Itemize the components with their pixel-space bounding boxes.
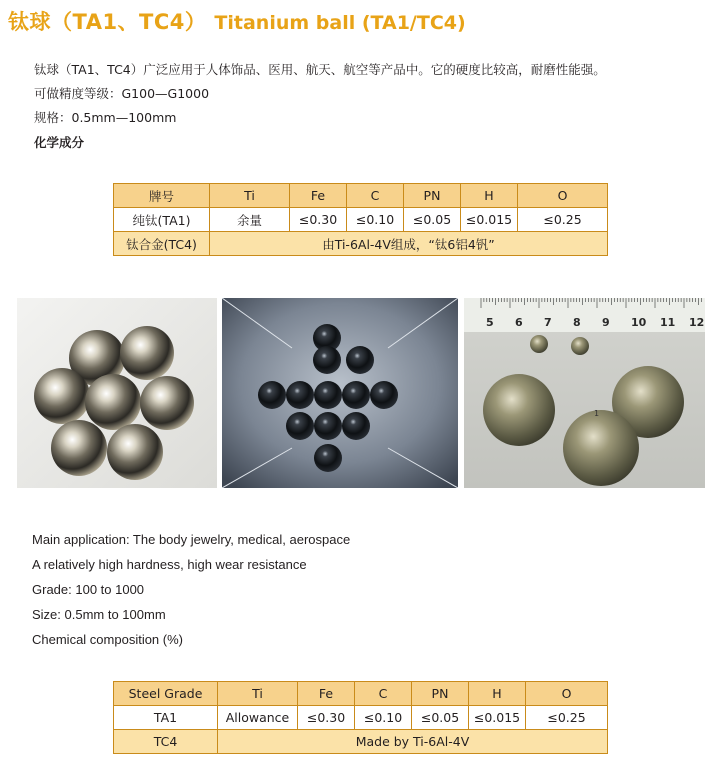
ruler-label: 5	[486, 316, 494, 329]
header-cell: PN	[412, 682, 469, 706]
cn-grade: 可做精度等级：G100—G1000	[34, 86, 210, 101]
table-cell: ≤0.30	[290, 208, 347, 232]
table-row	[114, 232, 608, 256]
header-cell: 牌号	[114, 184, 210, 208]
photo-balls-with-ruler	[464, 298, 705, 488]
table-cell: ≤0.05	[412, 706, 469, 730]
cn-intro: 钛球（TA1、TC4）广泛应用于人体饰品、医用、航天、航空等产品中。它的硬度比较高，耐磨性能强。	[34, 62, 606, 77]
page-title	[8, 6, 466, 36]
header-cell: Fe	[290, 184, 347, 208]
header-cell: H	[469, 682, 526, 706]
table-cell-merged: 由Ti-6Al-4V组成，“钛6铝4钒”	[210, 232, 608, 256]
ball-marker-label: 1	[594, 409, 600, 418]
en-size: Size: 0.5mm to 100mm	[32, 607, 166, 622]
table-cell: ≤0.25	[518, 208, 608, 232]
header-cell: C	[355, 682, 412, 706]
table-row	[114, 706, 608, 730]
table-cell: ≤0.015	[461, 208, 518, 232]
ruler-label: 6	[515, 316, 523, 329]
table-cell: ≤0.25	[526, 706, 608, 730]
en-chem-heading: Chemical composition (%)	[32, 632, 183, 647]
en-composition-table	[113, 681, 608, 754]
table-cell: ≤0.30	[298, 706, 355, 730]
table-header-row	[114, 184, 608, 208]
en-grade: Grade: 100 to 1000	[32, 582, 145, 597]
title-en: Titanium ball (TA1/TC4)	[214, 12, 466, 34]
header-cell: H	[461, 184, 518, 208]
header-cell: Ti	[210, 184, 290, 208]
header-cell: C	[347, 184, 404, 208]
cn-chem-heading: 化学成分	[34, 135, 85, 150]
ruler-label: 11	[660, 316, 676, 329]
table-header-row	[114, 682, 608, 706]
photo-polished-balls	[17, 298, 217, 488]
table-cell: 余量	[210, 208, 290, 232]
header-cell: O	[518, 184, 608, 208]
table-cell-merged: Made by Ti-6Al-4V	[218, 730, 608, 754]
table-row	[114, 730, 608, 754]
table-cell: ≤0.10	[355, 706, 412, 730]
ruler-label: 9	[602, 316, 610, 329]
photo-dark-balls	[222, 298, 458, 488]
table-cell: TA1	[114, 706, 218, 730]
header-cell: Ti	[218, 682, 298, 706]
table-cell: ≤0.10	[347, 208, 404, 232]
ruler-label: 7	[544, 316, 552, 329]
table-cell: 纯钛(TA1)	[114, 208, 210, 232]
header-cell: Fe	[298, 682, 355, 706]
en-application: Main application: The body jewelry, medical, aerospace	[32, 532, 351, 547]
cn-size: 规格：0.5mm—100mm	[34, 110, 177, 125]
header-cell: O	[526, 682, 608, 706]
ruler-label: 10	[631, 316, 647, 329]
title-cn: 钛球（TA1、TC4）	[8, 10, 207, 34]
table-cell: 钛合金(TC4)	[114, 232, 210, 256]
table-cell: ≤0.05	[404, 208, 461, 232]
table-cell: Allowance	[218, 706, 298, 730]
header-cell: Steel Grade	[114, 682, 218, 706]
table-cell: ≤0.015	[469, 706, 526, 730]
table-cell: TC4	[114, 730, 218, 754]
ruler-label: 12	[689, 316, 705, 329]
header-cell: PN	[404, 184, 461, 208]
en-hardness: A relatively high hardness, high wear resistance	[32, 557, 307, 572]
ruler-label: 8	[573, 316, 581, 329]
cn-composition-table	[113, 183, 608, 256]
table-row	[114, 208, 608, 232]
